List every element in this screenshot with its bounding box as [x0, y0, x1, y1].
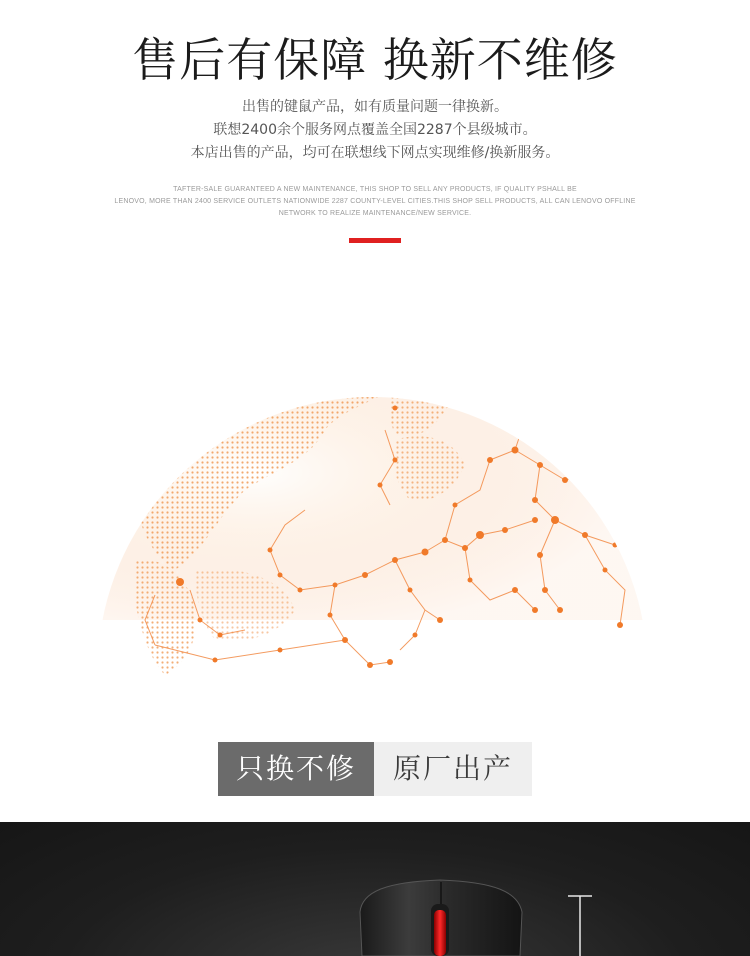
product-section	[0, 822, 750, 956]
english-line-1: TAFTER-SALE GUARANTEED A NEW MAINTENANCE, THIS SHOP TO SELL ANY PRODUCTS, IF QUALITY PSHALL BE	[173, 186, 577, 193]
description-line-2: 联想2400余个服务网点覆盖全国2287个县级城市。	[213, 122, 537, 138]
english-line-2: LENOVO, MORE THAN 2400 SERVICE OUTLETS NATIONWIDE 2287 COUNTY-LEVEL CITIES.THIS SHOP SELL PRODUCTS, ALL CAN LENOVO OFFLINE	[114, 198, 636, 205]
english-line-3: NETWORK TO REALIZE MAINTENANCE/NEW SERVICE.	[278, 210, 472, 217]
page-title: 售后有保障 换新不维修	[132, 33, 618, 87]
description-line-3: 本店出售的产品，均可在联想线下网点实现维修/换新服务。	[190, 145, 560, 161]
mouse-image	[0, 822, 750, 956]
tag-original-factory: 原厂出产	[374, 742, 532, 796]
red-divider	[349, 238, 401, 243]
globe-network-illustration	[95, 290, 655, 710]
tag-replace-only: 只换不修	[218, 742, 374, 796]
english-description	[95, 184, 655, 220]
description-line-1: 出售的键鼠产品，如有质量问题一律换新。	[242, 99, 508, 115]
feature-tags	[218, 742, 532, 796]
